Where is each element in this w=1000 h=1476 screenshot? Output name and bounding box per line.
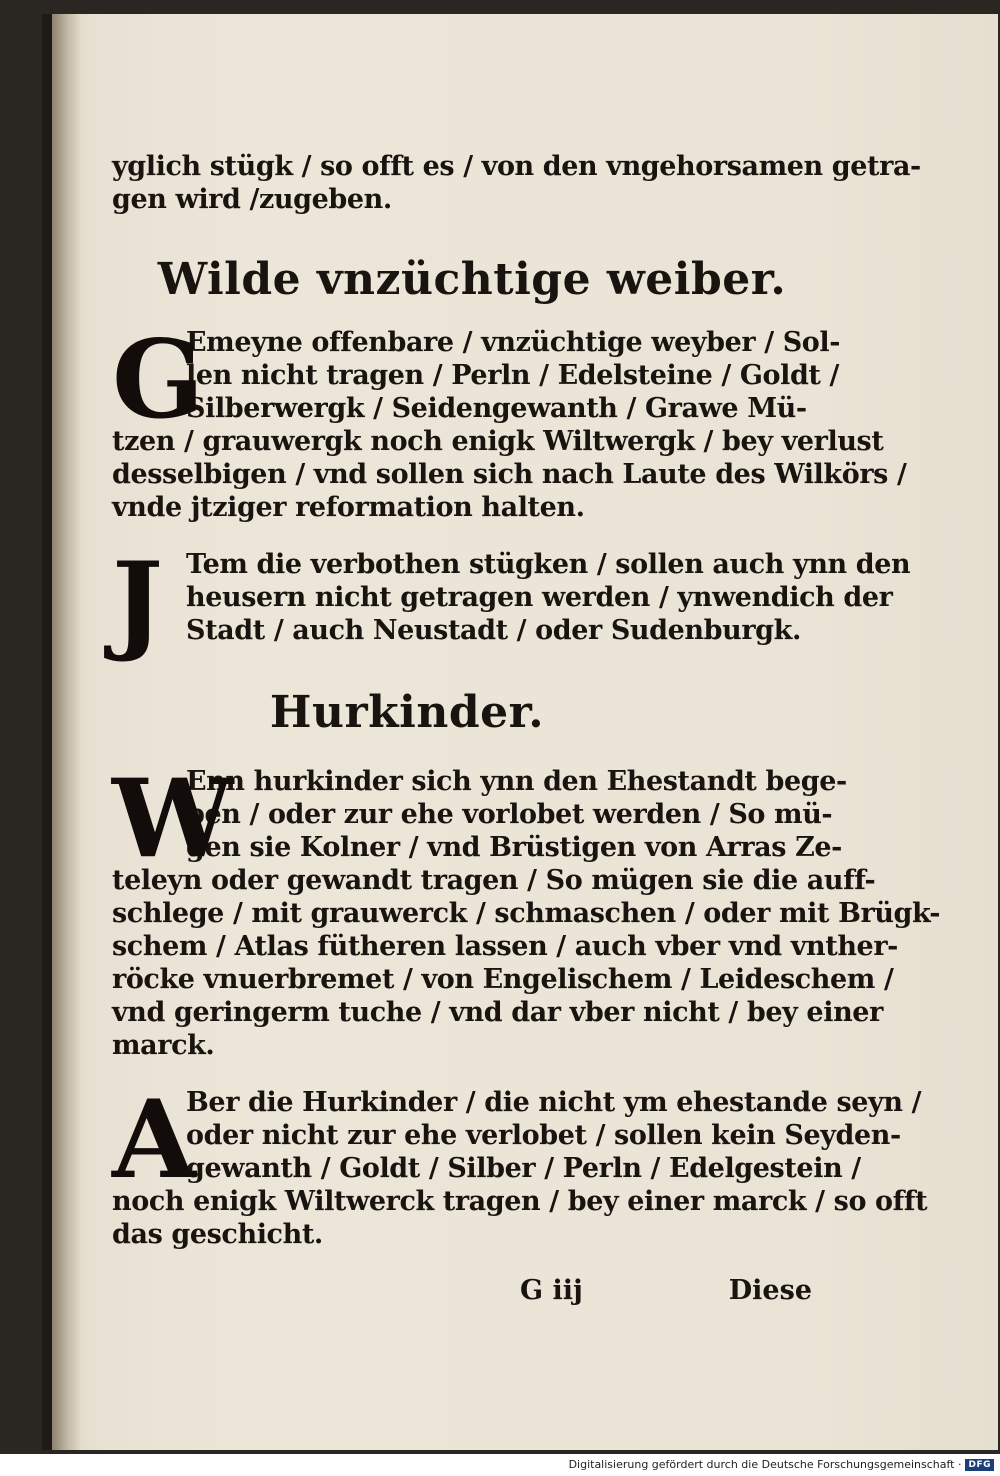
dropcap-initial: A: [112, 1077, 196, 1203]
dropcap-initial: W: [112, 756, 234, 882]
section-heading-hurkinder: Hurkinder.: [269, 687, 545, 738]
text-line: len nicht tragen / Perln / Edelsteine / Goldt /: [186, 360, 839, 391]
section-heading-wilde-weiber: Wilde vnzüchtige weiber.: [157, 254, 787, 305]
text-line: Enn hurkinder sich ynn den Ehestandt bege-: [186, 766, 847, 797]
text-line: gen sie Kolner / vnd Brüstigen von Arras Ze-: [186, 832, 842, 863]
text-line: Emeyne offenbare / vnzüchtige weyber / Sol-: [186, 327, 841, 358]
paragraph-item: [112, 539, 911, 665]
text-line: gewanth / Goldt / Silber / Perln / Edelgestein /: [186, 1153, 861, 1184]
digitization-credit: [569, 1458, 994, 1471]
text-line: Stadt / auch Neustadt / oder Sudenburgk.: [186, 615, 801, 646]
text-line: das geschicht.: [112, 1219, 323, 1250]
text-line: noch enigk Wiltwerck tragen / bey einer marck / so offt: [112, 1186, 928, 1217]
text-line: vnde jtziger reformation halten.: [112, 492, 585, 523]
text-line: teleyn oder gewandt tragen / So mügen sie die auff-: [112, 865, 876, 896]
paragraph-gemeyne: [112, 317, 907, 524]
continuation-paragraph: [112, 150, 921, 216]
text-line: Tem die verbothen stügken / sollen auch ynn den: [186, 549, 911, 580]
text-line: schem / Atlas fütheren lassen / auch vber vnd vnther-: [112, 931, 898, 962]
text-line: vnd geringerm tuche / vnd dar vber nicht / bey einer: [112, 997, 883, 1028]
page-text-block: [112, 150, 941, 1315]
paragraph-aber-hurkinder: [112, 1077, 928, 1251]
text-line: yglich stügk / so offt es / von den vngehorsamen getra-: [112, 151, 921, 182]
text-line: Silberwergk / Seidengewanth / Grawe Mü-: [186, 393, 807, 424]
text-line: ben / oder zur ehe vorlobet werden / So mü-: [186, 799, 833, 830]
text-line: heusern nicht getragen werden / ynwendich der: [186, 582, 893, 613]
text-line: tzen / grauwergk noch enigk Wiltwergk / bey verlust: [112, 426, 884, 457]
text-line: gen wird /zugeben.: [112, 184, 392, 215]
paragraph-wenn-hurkinder: [112, 756, 941, 1062]
dropcap-initial: G: [112, 317, 205, 443]
text-line: desselbigen / vnd sollen sich nach Laute des Wilkörs /: [112, 459, 907, 490]
text-line: schlege / mit grauwerck / schmaschen / oder mit Brügk-: [112, 898, 941, 929]
text-line: oder nicht zur ehe verlobet / sollen kein Seyden-: [186, 1120, 901, 1151]
dropcap-initial: J: [112, 539, 164, 665]
text-line: Ber die Hurkinder / die nicht ym ehestande seyn /: [186, 1087, 922, 1118]
signature-mark: G iij: [520, 1275, 583, 1306]
catchword: Diese: [728, 1275, 812, 1306]
dfg-logo-icon: DFG: [965, 1459, 994, 1471]
page-footer: [112, 1275, 812, 1315]
text-line: röcke vnuerbremet / von Engelischem / Leideschem /: [112, 964, 894, 995]
text-line: marck.: [112, 1030, 215, 1061]
credit-text: Digitalisierung gefördert durch die Deutsche Forschungsgemeinschaft ·: [568, 1458, 962, 1471]
